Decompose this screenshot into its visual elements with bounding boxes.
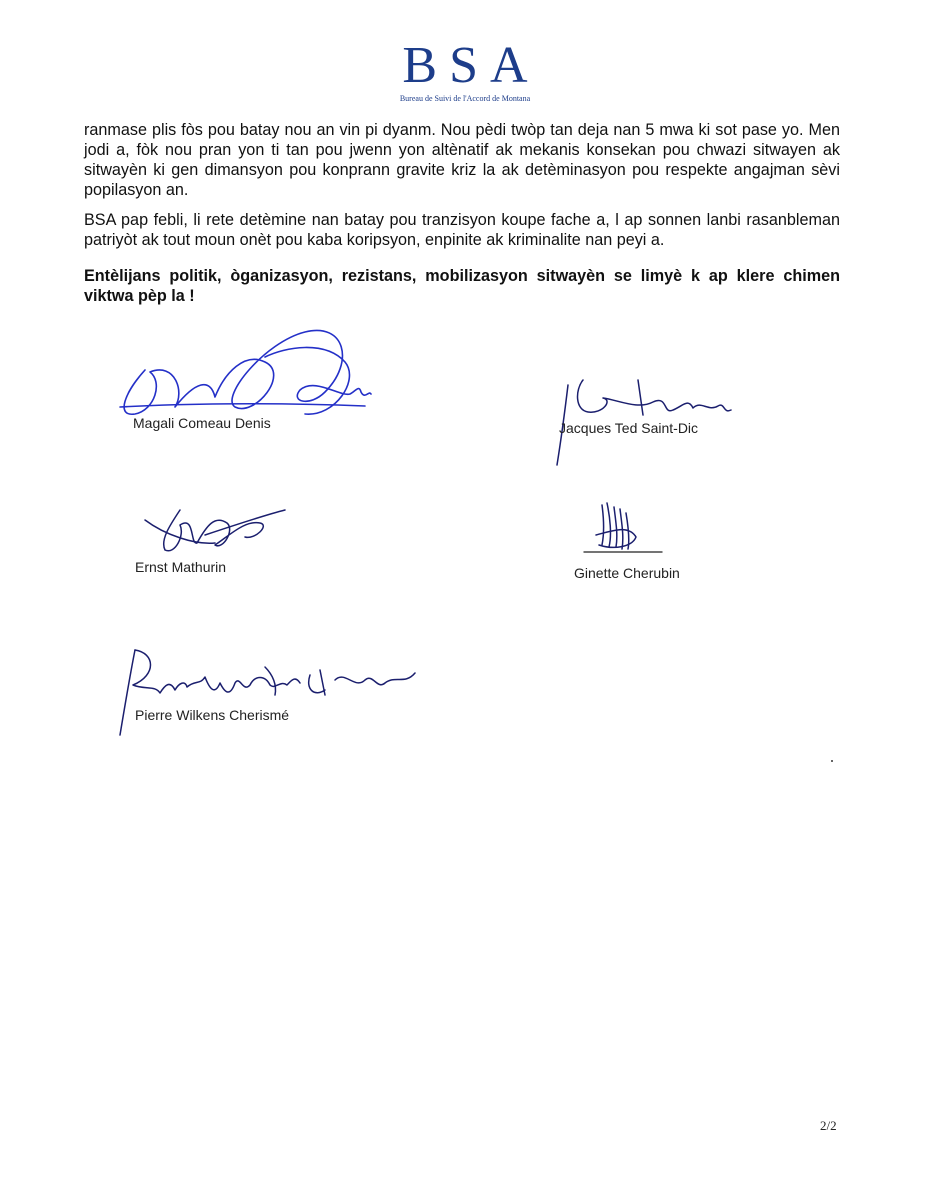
signatory-name: Magali Comeau Denis bbox=[133, 415, 271, 431]
signatory-name: Pierre Wilkens Cherismé bbox=[135, 707, 290, 723]
signatory-name: Ginette Cherubin bbox=[574, 565, 680, 581]
signature-block-jacques bbox=[553, 370, 753, 470]
signatory-name: Ernst Mathurin bbox=[135, 559, 227, 575]
signature-block-pierre bbox=[115, 645, 435, 740]
paragraph-2: BSA pap febli, li rete detèmine nan batay pou tranzisyon koupe fache a, l ap sonnen lanbi rasanbleman patriyòt ak tout moun onèt pou kaba koripsyon, enpinite ak kriminalite nan peyi a. bbox=[84, 211, 840, 249]
signatory-name: Jacques Ted Saint-Dic bbox=[559, 420, 699, 436]
logo-mark: BSA bbox=[402, 37, 540, 94]
signature-block-ginette bbox=[574, 495, 714, 590]
paragraph-3-bold: Entèlijans politik, òganizasyon, rezistans, mobilizasyon sitwayèn se limyè k ap klere chimen viktwa pèp la ! bbox=[84, 267, 840, 305]
stray-mark bbox=[831, 760, 833, 762]
signature-block-magali bbox=[115, 322, 375, 442]
bsa-logo bbox=[380, 37, 550, 112]
paragraph-1: ranmase plis fòs pou batay nou an vin pi dyanm. Nou pèdi twòp tan deja nan 5 mwa ki sot pase yo. Men jodi a, fòk nou pran yon ti tan pou jwenn yon altènatif ak mekanis konsekan pou chwazi sitwayen ak sitwayèn ki gen dimansyon pou konprann gravite kriz la ak detèminasyon pou respekte angajman sèvi popilasyon an. bbox=[84, 121, 840, 199]
signature-block-ernst bbox=[135, 495, 295, 585]
page-number: 2/2 bbox=[820, 1118, 837, 1133]
logo-subtitle: Bureau de Suivi de l'Accord de Montana bbox=[399, 94, 531, 103]
handwritten-signature-pierre bbox=[115, 645, 435, 740]
